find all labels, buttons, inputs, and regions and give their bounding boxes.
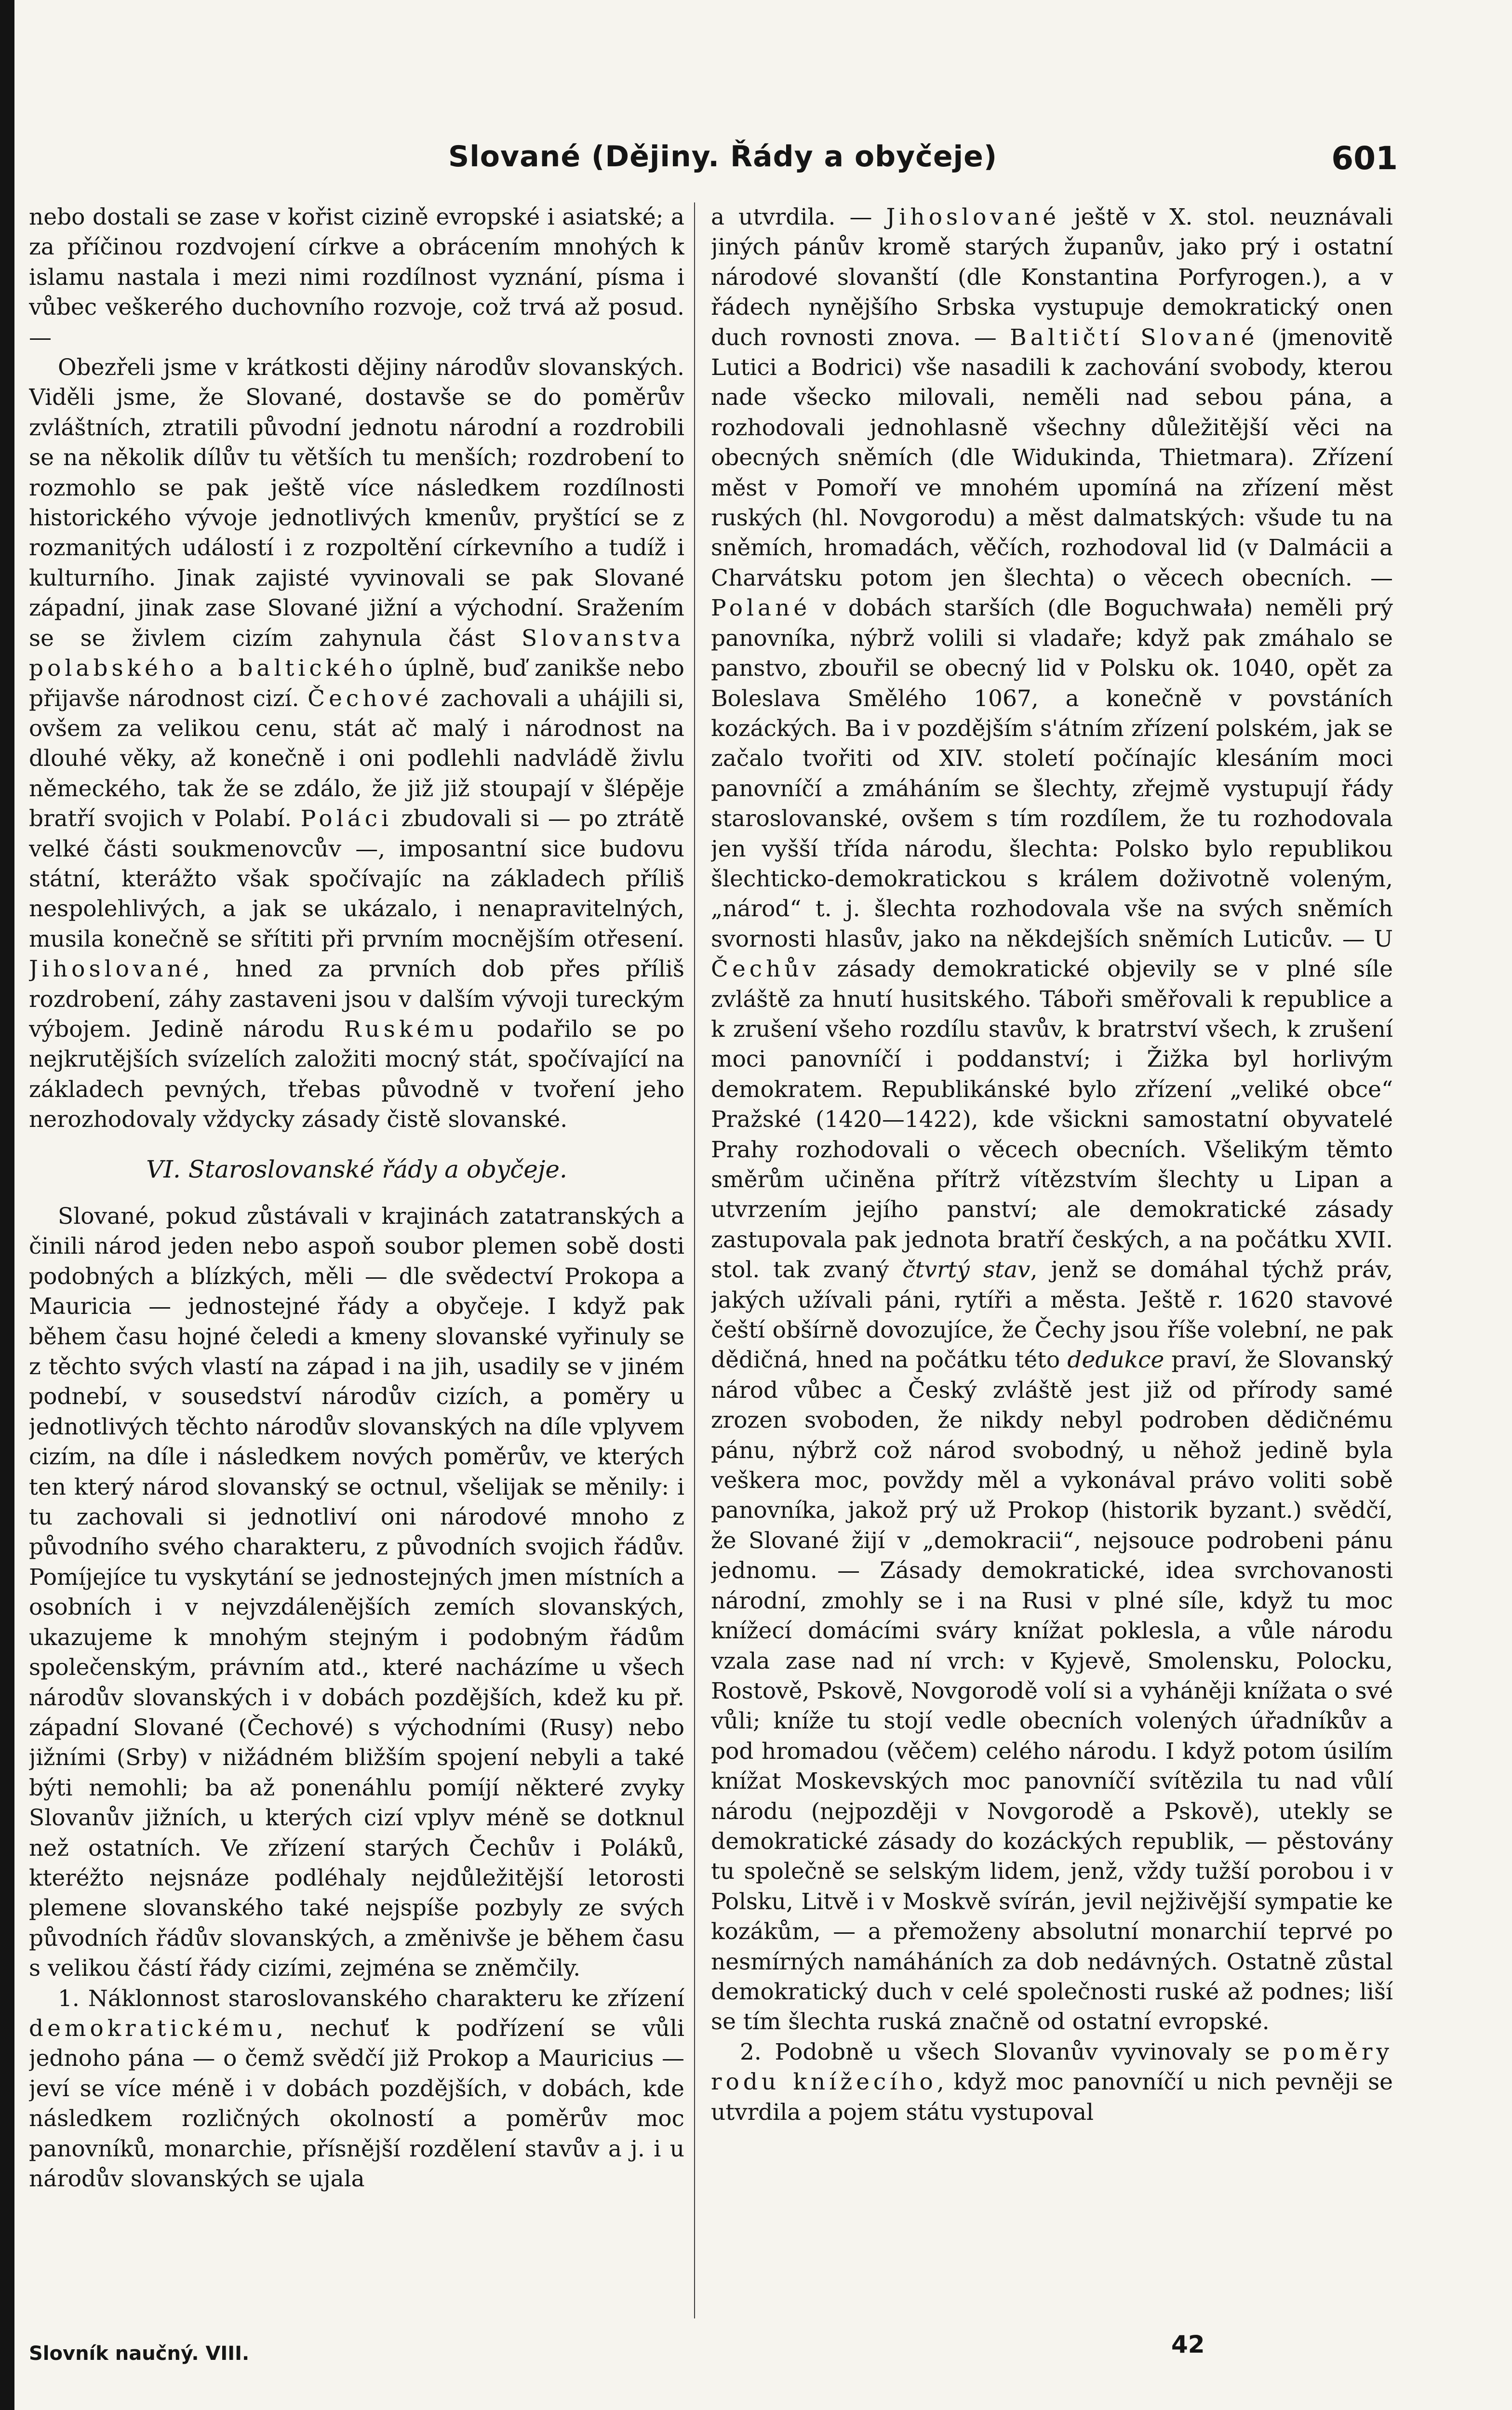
spaced-term: poměry rodu knížecího: [711, 2038, 1393, 2096]
paragraph: a utvrdila. — Jihoslované ještě v X. stol. neuznávali jiných pánův kromě starých županův, jako prý i ostatní národové slovanští (dle Konstantina Porfyrogen.), a v řádech nynějšího Srbska vystupuje demokratický onen duch rovnosti znova. — Baltičtí Slované (jmenovitě Lutici a Bodrici) vše nasadili k zachování svobody, kterou nade všecko milovali, neměli nad sebou pána, a rozhodovali jednohlasně všechny důležitější věci na obecných sněmích (dle Widukinda, Thietmara). Zřízení měst v Pomoří ve mnohém upomíná na zřízení měst ruských (hl. Novgorodu) a měst dalmatských: všude tu na sněmích, hromadách, věčích, rozhodoval lid (v Dalmácii a Charvátsku potom jen šlechta) o věcech obecních. — Polané v dobách starších (dle Boguchwała) neměli prý panovníka, nýbrž volili si vladaře; když pak zmáhalo se panstvo, zbouřil se obecný lid v Polsku ok. 1040, opět za Boleslava Smělého 1067, a konečně v povstáních kozáckých. Ba i v pozdějším s'átním zřízení polském, jak se začalo tvořiti od XIV. století počínajíc klesáním moci panovníčí a zmáháním se šlechty, zřejmě vystupují řády staroslovanské, ovšem s tím rozdílem, že tu rozhodovala jen vyšší třída národu, šlechta: Polsko bylo republikou šlechticko-demokratickou s králem doživotně voleným, „národ“ t. j. šlechta rozhodovala vše na svých sněmích svornosti hlasův, jako na někdejších sněmích Luticův. — U Čechův zásady demokratické objevily se v plné síle zvláště za hnutí husitského. Táboři směřovali k republice a k zrušení všeho rozdílu stavův, k bratrství všech, k zrušení moci panovníčí i poddanství; i Žižka byl horlivým demokratem. Republikánské bylo zřízení „veliké obce“ Pražské (1420—1422), kde všickni samostatní obyvatelé Prahy rozhodovali o věcech obecních. Všelikým těmto směrům učiněna přítrž vítězstvím šlechty u Lipan a utvrzením jejího panství; ale demokratické zásady zastupovala pak jednota bratří českých, a na počátku XVII. stol. tak zvaný čtvrtý stav, jenž se domáhal týchž práv, jakých užívali páni, rytíři a města. Ještě r. 1620 stavové čeští obšírně dovozujíce, že Čechy jsou říše volební, ne pak dědičná, hned na počátku této dedukce praví, že Slovanský národ vůbec a Český zvláště jest již od přírody samé zrozen svoboden, že nikdy nebyl podroben dědičnému pánu, nýbrž což národ svobodný, u něhož jedině byla veškera moc, povždy měl a vykonával právo voliti sobě panovníka, jakož prý už Prokop (historik byzant.) svědčí, že Slované žijí v „demokracii“, nejsouce podrobeni pánu jednomu. — Zásady demokratické, idea svrchovanosti národní, zmohly se i na Rusi v plné síle, když tu moc knížecí domácími sváry knížat poklesla, a vůle národu vzala zase nad ní vrch: v Kyjevě, Smolensku, Polocku, Rostově, Pskově, Novgorodě volí si a vyháněji knížata o své vůli; kníže tu stojí vedle obecních volených úřadníkův a pod hromadou (věčem) celého národu. I když potom úsilím knížat Moskevských moc panovníčí svítězila tu nad vůlí národu (nejpozději v Novgorodě a Pskově), utekly se demokratické zásady do kozáckých republik, — pěstovány tu společně se selským lidem, jenž, vždy tužší porobou i v Polsku, Litvě i v Moskvě svírán, jevil nejživější sympatie ke kozákům, — a přemoženy absolutní monarchií teprvé po nesmírných namáháních za dob nedávných. Ostatně zůstal demokratický duch v celé společnosti ruské až podnes; liší se tím šlechta ruská značně od ostatní evropské.: [711, 204, 1393, 2035]
page-number: 601: [1331, 140, 1398, 177]
section-heading: VI. Staroslovanské řády a obyčeje.: [146, 1155, 567, 1183]
paragraph: Obezřeli jsme v krátkosti dějiny národův slovanských. Viděli jsme, že Slované, dostavše se do poměrův zvláštních, ztratili původní jednotu národní a rozdrobili se na několik dílův tu větších tu menších; rozdrobení to rozmohlo se pak ještě více následkem rozdílnosti historického vývoje jednotlivých kmenův, pryštící se z rozmanitých událostí i z rozpoltění církevního a tudíž i kulturního. Jinak zajisté vyvinovali se pak Slované západní, jinak zase Slované jižní a východní. Sražením se se živlem cizím zahynula část Slovanstva polabského a baltického úplně, buď zanikše nebo přijavše národnost cizí. Čechové zachovali a uhájili si, ovšem za velikou cenu, stát ač malý i národnost na dlouhé věky, až konečně i oni podlehli nadvládě živlu německého, tak že se zdálo, že již již stoupají v šlépěje bratří svojich v Polabí. Poláci zbudovali si — po ztrátě velké části soukmenovcův —, imposantní sice budovu státní, kterážto však spočívajíc na základech příliš nespolehlivých, a jak se ukázalo, i nenapravitelných, musila konečně se sřítiti při prvním mocnějším otřesení. Jihoslované, hned za prvních dob přes příliš rozdrobení, záhy zastaveni jsou v dalším vývoji tureckým výbojem. Jedině národu Ruskému podařilo se po nejkrutějších svízelích založiti mocný stát, spočívající na základech pevných, třebas původně v tvoření jeho nerozhodovaly vždycky zásady čistě slovanské.: [29, 354, 684, 1133]
spaced-term: Čechův: [711, 956, 820, 983]
left-column: [29, 202, 684, 2333]
paragraph: 1. Náklonnost staroslovanského charakteru ke zřízení demokratickému, nechuť k podřízení se vůli jednoho pána — o čemž svědčí již Prokop a Mauricius — jeví se více méně i v dobách pozdějších, v dobách, kde následkem rozličných okolností a poměrův moc panovníků, monarchie, přísnější rozdělení stavův a j. i u národův slovanských se ujala: [29, 1985, 684, 2192]
scan-binding-edge: [0, 0, 14, 2410]
spaced-term: Jihoslované: [29, 956, 203, 983]
italic-term: dedukce: [1067, 1347, 1164, 1374]
spaced-term: demokratickému: [29, 2015, 277, 2042]
footer-sheet-number: 42: [1171, 2330, 1205, 2358]
page-header: [29, 130, 1398, 188]
paragraph: Slované, pokud zůstávali v krajinách zatatranských a činili národ jeden nebo aspoň soubor plemen sobě dosti podobných a blízkých, měli — dle svědectví Prokopa a Mauricia — jednostejné řády a obyčeje. I když pak během času hojné čeledi a kmeny slovanské vyřinuly se z těchto svých vlastí na západ i na jih, usadily se v jiném podnebí, v sousedství národův cizích, a poměry u jednotlivých těchto národův slovanských na díle vplyvem cizím, na díle i následkem nových poměrův, ve kterých ten který národ slovanský se octnul, všelijak se měnily: i tu zachovali si jednotliví oni národové mnoho z původního svého charakteru, z původních svojich řádův. Pomíjejíce tu vyskytání se jednostejných jmen místních a osobních i v nejvzdálenějších zemích slovanských, ukazujeme k mnohým stejným i podobným řádům společenským, právním atd., které nacházíme u všech národův slovanských i v dobách pozdějších, kdež ku př. západní Slované (Čechové) s východními (Rusy) nebo jižními (Srby) v nižádném bližším spojení nebyli a také býti nemohli; ba až ponenáhlu pomíjí některé zvyky Slovanův jižních, u kterých cizí vplyv méně se dotknul než ostatních. Ve zřízení starých Čechův i Poláků, kteréžto nejsnáze podléhaly nejdůležitější letorosti plemene slovanského také nejspíše pozbyly ze svých původních řádův slovanských, a změnivše je během času s velikou částí řády cizími, zejména se zněmčily.: [29, 1203, 684, 1982]
spaced-term: Ruskému: [344, 1016, 478, 1043]
column-divider: [694, 202, 695, 2318]
italic-term: čtvrtý stav: [902, 1257, 1030, 1284]
paragraph: 2. Podobně u všech Slovanův vyvinovaly se poměry rodu knížecího, když moc panovníčí u nich pevněji se utvrdila a pojem státu vystupoval: [711, 2038, 1393, 2126]
running-title: Slované (Dějiny. Řády a obyčeje): [448, 140, 998, 174]
spaced-term: Polané: [711, 595, 811, 622]
spaced-term: Poláci: [300, 805, 393, 832]
spaced-term: Jihoslované: [886, 204, 1060, 230]
spaced-term: Baltičtí Slované: [1010, 324, 1258, 351]
spaced-term: Slovanstva polabského a baltického: [29, 625, 684, 682]
paragraph: nebo dostali se zase v kořist cizině evropské i asiatské; a za příčinou rozdvojení církve a obrácením mnohých k islamu nastala i mezi nimi rozdílnost vyznání, písma i vůbec veškerého duchovního rozvoje, což trvá až posud. —: [29, 204, 684, 351]
footer-signature: Slovník naučný. VIII.: [29, 2343, 250, 2365]
right-column: [711, 202, 1393, 2333]
spaced-term: Čechové: [308, 685, 433, 712]
